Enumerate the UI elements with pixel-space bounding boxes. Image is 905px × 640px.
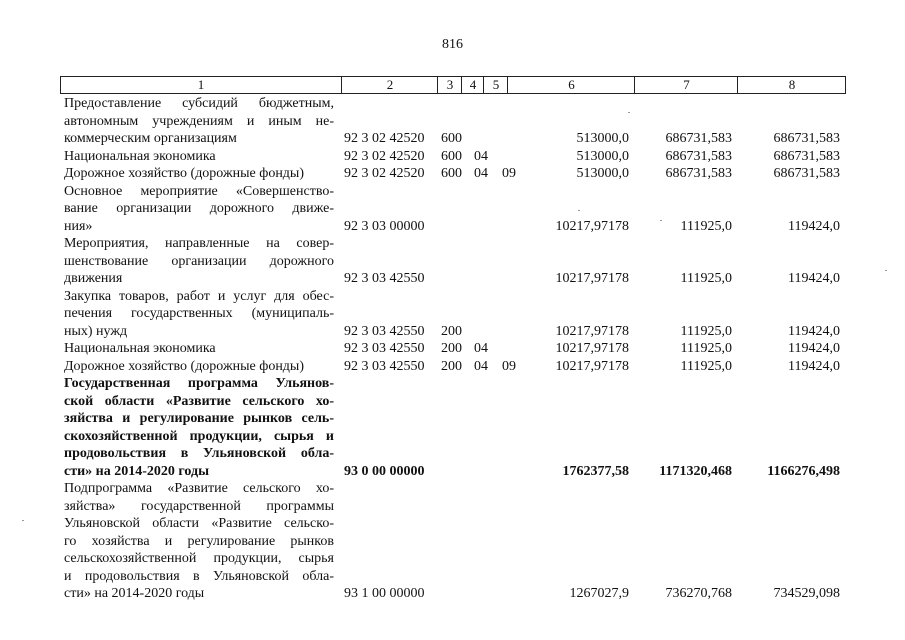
row-name (64, 288, 334, 341)
row-name-line: Ульяновской области «Развитие сельско- (64, 516, 334, 531)
header-col-3: 3 (437, 77, 462, 93)
row-name (64, 183, 334, 236)
table-row (0, 375, 905, 480)
row-amount-2020: 686731,583 (665, 131, 732, 146)
row-rz: 04 (474, 148, 488, 164)
header-col-6: 6 (507, 77, 635, 93)
header-col-1: 1 (197, 77, 205, 92)
row-amount-2021: 734529,098 (773, 586, 840, 601)
row-name-line: го хозяйства и регулирование рынков (64, 533, 334, 549)
row-name-line: Мероприятия, направленные на совер- (64, 236, 334, 251)
row-amount-2020: 686731,583 (665, 166, 732, 181)
row-vr: 200 (441, 358, 462, 374)
row-name (64, 375, 334, 480)
row-amount-2020: 111925,0 (680, 358, 732, 374)
row-amount-2019: 10217,97178 (555, 358, 629, 374)
row-code: 93 1 00 00000 (344, 586, 425, 601)
row-code: 92 3 03 42550 (344, 323, 425, 339)
row-name-line: автономным учреждениям и иным не- (64, 113, 334, 129)
row-name-line: вание организации дорожного движе- (64, 201, 334, 216)
table-row (0, 358, 905, 376)
row-name-line: Предоставление субсидий бюджетным, (64, 96, 334, 111)
row-amount-2021: 119424,0 (788, 358, 840, 374)
row-code: 92 3 03 00000 (344, 218, 425, 234)
row-code: 92 3 02 42520 (344, 148, 425, 164)
row-vr: 600 (441, 131, 462, 146)
row-amount-2021: 686731,583 (773, 148, 840, 164)
row-pr: 09 (502, 358, 516, 374)
header-col-2: 2 (341, 77, 438, 93)
row-amount-2021: 1166276,498 (767, 463, 840, 479)
header-col-5: 5 (483, 77, 508, 93)
row-amount-2020: 736270,768 (665, 586, 732, 601)
row-name-line: сти» на 2014-2020 годы (64, 586, 205, 601)
row-rz: 04 (474, 341, 488, 356)
table-header (60, 76, 846, 94)
row-amount-2019: 10217,97178 (555, 218, 629, 234)
row-name-line: и продовольствия в Ульяновской обла- (64, 568, 334, 584)
row-name (64, 148, 334, 166)
row-amount-2020: 686731,583 (665, 148, 732, 164)
header-col-4: 4 (461, 77, 484, 93)
page-number: 816 (442, 37, 463, 52)
row-code: 92 3 03 42550 (344, 271, 425, 286)
header-col-7: 7 (634, 77, 738, 93)
row-vr: 600 (441, 166, 462, 181)
table-row (0, 288, 905, 341)
row-amount-2020: 111925,0 (680, 341, 732, 356)
row-pr: 09 (502, 166, 516, 181)
row-amount-2019: 513000,0 (576, 166, 629, 181)
table-row (0, 340, 905, 358)
row-amount-2019: 1267027,9 (569, 586, 629, 601)
row-name-line: Подпрограмма «Развитие сельского хо- (64, 481, 334, 496)
row-name (64, 95, 334, 148)
row-vr: 600 (441, 148, 462, 164)
row-name-line: шенствование организации дорожного (64, 253, 334, 269)
row-name-line: сельскохозяйственной продукции, сырья (64, 551, 334, 566)
row-name-line: Национальная экономика (64, 148, 216, 164)
row-name-line: Государственная программа Ульянов- (64, 376, 334, 391)
row-amount-2020: 111925,0 (680, 271, 732, 286)
row-name-line: Основное мероприятие «Совершенство- (64, 183, 334, 199)
row-name (64, 358, 334, 376)
row-rz: 04 (474, 358, 488, 374)
row-amount-2019: 513000,0 (576, 131, 629, 146)
row-amount-2021: 119424,0 (788, 323, 840, 339)
row-rz: 04 (474, 166, 488, 181)
row-name-line: зяйства и регулирование рынков сель- (64, 411, 334, 426)
row-name-line: ской области «Развитие сельского хо- (64, 393, 334, 409)
table-row (0, 235, 905, 288)
row-name (64, 340, 334, 358)
row-amount-2021: 119424,0 (788, 218, 840, 234)
table-row (0, 480, 905, 603)
row-name-line: продовольствия в Ульяновской обла- (64, 446, 334, 461)
row-code: 92 3 02 42520 (344, 166, 425, 181)
row-amount-2020: 111925,0 (680, 218, 732, 234)
table-row (0, 165, 905, 183)
row-name-line: Национальная экономика (64, 341, 216, 356)
row-name-line: печения государственных (муниципаль- (64, 306, 334, 321)
row-amount-2019: 513000,0 (576, 148, 629, 164)
table-row (0, 95, 905, 148)
row-amount-2020: 1171320,468 (659, 463, 732, 479)
row-name-line: ных) нужд (64, 323, 128, 339)
row-name (64, 235, 334, 288)
row-amount-2020: 111925,0 (680, 323, 732, 339)
row-name-line: ния» (64, 218, 93, 234)
row-name-line: Закупка товаров, работ и услуг для обес- (64, 288, 334, 304)
row-amount-2019: 10217,97178 (555, 341, 629, 356)
row-name (64, 480, 334, 603)
row-name-line: Дорожное хозяйство (дорожные фонды) (64, 358, 305, 374)
table-body (0, 95, 905, 603)
table-row (0, 183, 905, 236)
header-col-8: 8 (737, 77, 846, 93)
row-name-line: Дорожное хозяйство (дорожные фонды) (64, 166, 305, 181)
row-code: 93 0 00 00000 (344, 463, 425, 479)
row-code: 92 3 02 42520 (344, 131, 425, 146)
row-amount-2019: 10217,97178 (555, 323, 629, 339)
row-amount-2019: 1762377,58 (562, 463, 629, 479)
row-code: 92 3 03 42550 (344, 341, 425, 356)
row-vr: 200 (441, 341, 462, 356)
row-name-line: сти» на 2014-2020 годы (64, 463, 210, 479)
row-amount-2021: 119424,0 (788, 341, 840, 356)
row-vr: 200 (441, 323, 462, 339)
row-name (64, 165, 334, 183)
row-name-line: движения (64, 271, 123, 286)
row-amount-2021: 119424,0 (788, 271, 840, 286)
row-name-line: скохозяйственной продукции, сырья и (64, 428, 334, 444)
table-row (0, 148, 905, 166)
row-name-line: зяйства» государственной программы (64, 498, 334, 514)
row-amount-2021: 686731,583 (773, 166, 840, 181)
row-code: 92 3 03 42550 (344, 358, 425, 374)
row-amount-2019: 10217,97178 (555, 271, 629, 286)
row-amount-2021: 686731,583 (773, 131, 840, 146)
row-name-line: коммерческим организациям (64, 131, 237, 146)
